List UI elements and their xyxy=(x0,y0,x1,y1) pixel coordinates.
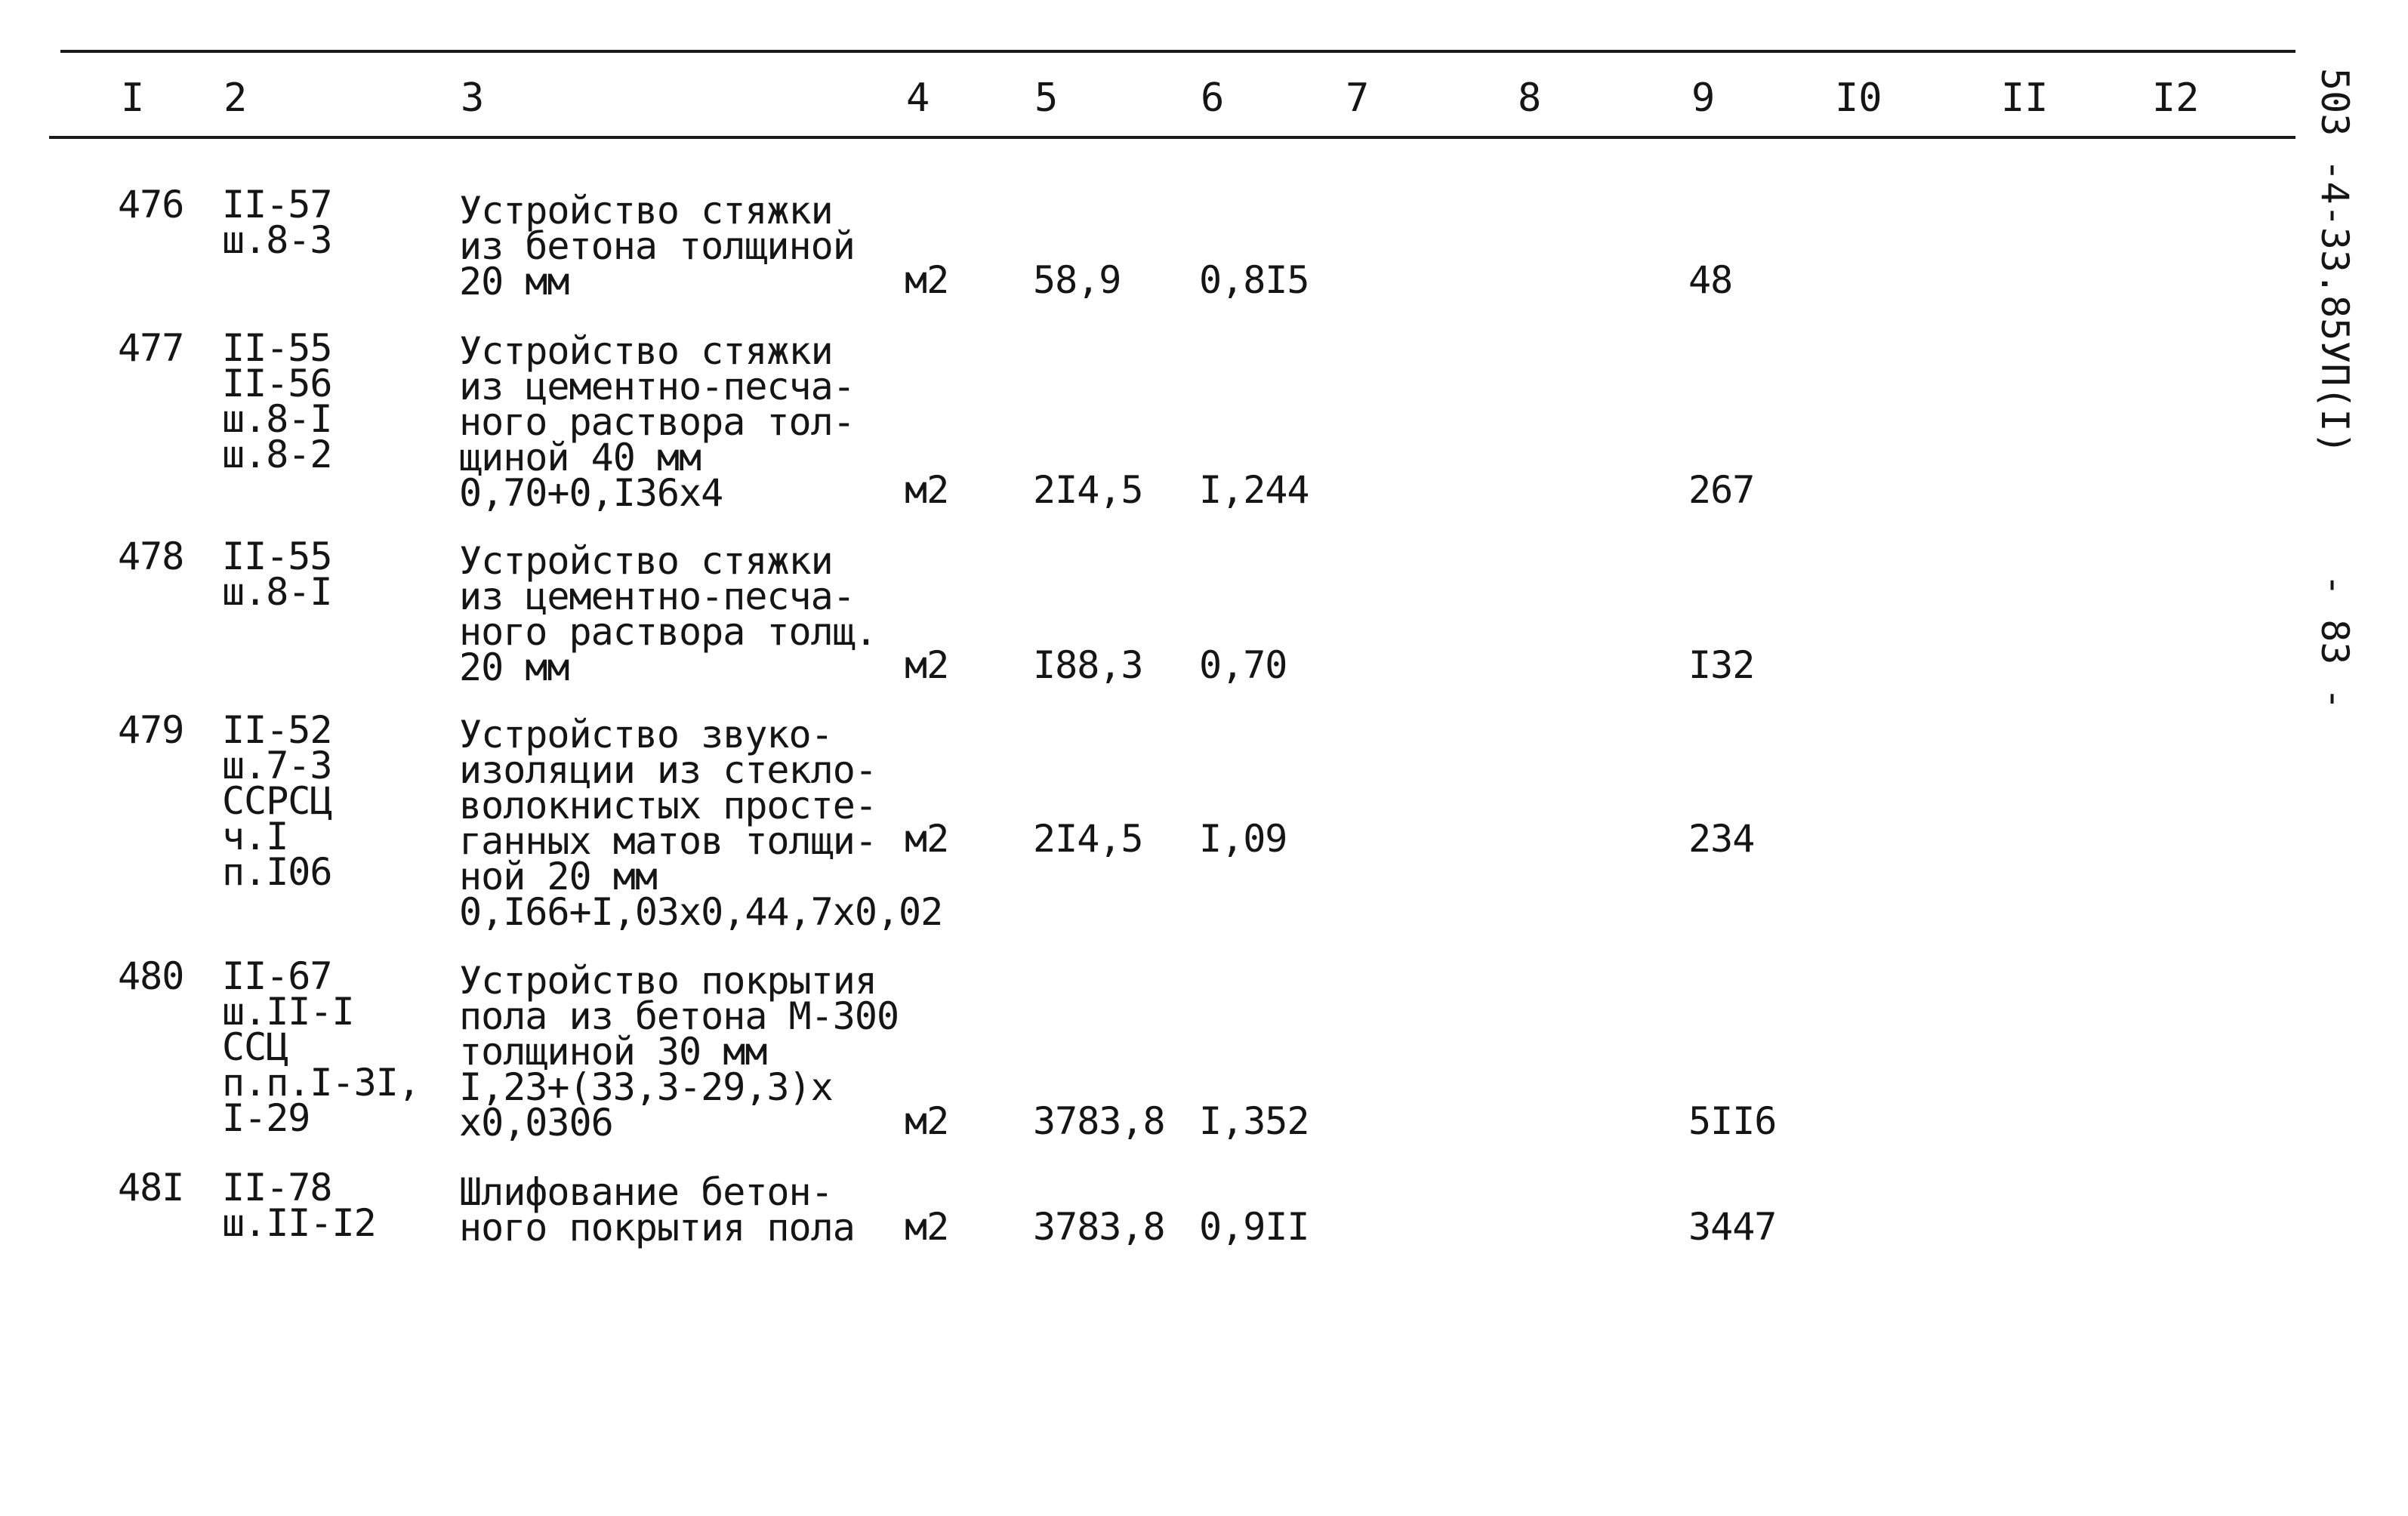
document-code: 503 -4-33.85УП(I) xyxy=(2313,68,2357,454)
row-479-quantity: 2I4,5 xyxy=(1033,817,1143,861)
row-480-coefficient: I,352 xyxy=(1199,1099,1309,1143)
row-476-code: II-57 ш.8-3 xyxy=(222,183,332,262)
row-480-quantity: 3783,8 xyxy=(1033,1099,1165,1143)
row-480-description: Устройство покрытия пола из бетона М-300 толщиной 30 мм I,23+(33,3-29,3)x x0,0306 xyxy=(459,959,899,1145)
row-478-number: 478 xyxy=(118,535,184,578)
row-479-description: Устройство звуко- изоляции из стекло- волокнистых простe- ганных матов толщи- ной 20 мм 0,I66+I,03x0,44,7x0,02 xyxy=(459,713,943,934)
row-479-number: 479 xyxy=(118,708,184,752)
row-478-coefficient: 0,70 xyxy=(1199,643,1287,687)
row-477-code: II-55 II-56 ш.8-I ш.8-2 xyxy=(222,326,332,476)
row-481-description: Шлифование бетон- ного покрытия пола xyxy=(459,1170,855,1249)
row-477-number: 477 xyxy=(118,326,184,370)
row-481-coefficient: 0,9II xyxy=(1199,1205,1309,1249)
row-477-quantity: 2I4,5 xyxy=(1033,468,1143,512)
column-header-8: 8 xyxy=(1518,75,1542,121)
row-477-unit: м2 xyxy=(905,468,949,512)
column-header-2: 2 xyxy=(224,75,248,121)
column-header-3: 3 xyxy=(461,75,485,121)
row-476-unit: м2 xyxy=(905,258,949,302)
row-479-total: 234 xyxy=(1688,817,1755,861)
column-header-7: 7 xyxy=(1346,75,1370,121)
row-476-coefficient: 0,8I5 xyxy=(1199,258,1309,302)
row-477-total: 267 xyxy=(1688,468,1755,512)
row-480-total: 5II6 xyxy=(1688,1099,1777,1143)
row-481-code: II-78 ш.II-I2 xyxy=(222,1166,376,1245)
row-478-total: I32 xyxy=(1688,643,1755,687)
column-header-10: I0 xyxy=(1835,75,1882,121)
row-476-number: 476 xyxy=(118,183,184,226)
row-476-total: 48 xyxy=(1688,258,1733,302)
row-479-unit: м2 xyxy=(905,817,949,861)
row-479-code: II-52 ш.7-3 ССРСЦ ч.I п.I06 xyxy=(222,708,332,894)
row-481-number: 48I xyxy=(118,1166,184,1209)
row-476-description: Устройство стяжки из бетона толщиной 20 мм xyxy=(459,189,855,304)
column-header-6: 6 xyxy=(1201,75,1225,121)
column-header-1: I xyxy=(121,75,145,121)
row-481-total: 3447 xyxy=(1688,1205,1777,1249)
column-header-9: 9 xyxy=(1691,75,1716,121)
column-header-12: I2 xyxy=(2152,75,2200,121)
row-478-code: II-55 ш.8-I xyxy=(222,535,332,614)
column-header-4: 4 xyxy=(906,75,930,121)
row-476-quantity: 58,9 xyxy=(1033,258,1121,302)
row-481-quantity: 3783,8 xyxy=(1033,1205,1165,1249)
row-478-description: Устройство стяжки из цементно-песча- ного раствора толщ. 20 мм xyxy=(459,539,877,689)
row-479-coefficient: I,09 xyxy=(1199,817,1287,861)
row-478-quantity: I88,3 xyxy=(1033,643,1143,687)
row-480-unit: м2 xyxy=(905,1099,949,1143)
row-478-unit: м2 xyxy=(905,643,949,687)
row-480-code: II-67 ш.II-I ССЦ п.п.I-3I, I-29 xyxy=(222,954,420,1140)
column-header-5: 5 xyxy=(1034,75,1059,121)
header-bottom-rule xyxy=(49,136,2295,139)
row-477-description: Устройство стяжки из цементно-песча- ного раствора тол- щиной 40 мм 0,70+0,I36x4 xyxy=(459,329,855,515)
row-477-coefficient: I,244 xyxy=(1199,468,1309,512)
column-header-11: II xyxy=(2001,75,2049,121)
page-number: - 83 - xyxy=(2313,574,2357,710)
row-481-unit: м2 xyxy=(905,1205,949,1249)
row-480-number: 480 xyxy=(118,954,184,998)
header-top-rule xyxy=(60,50,2295,53)
